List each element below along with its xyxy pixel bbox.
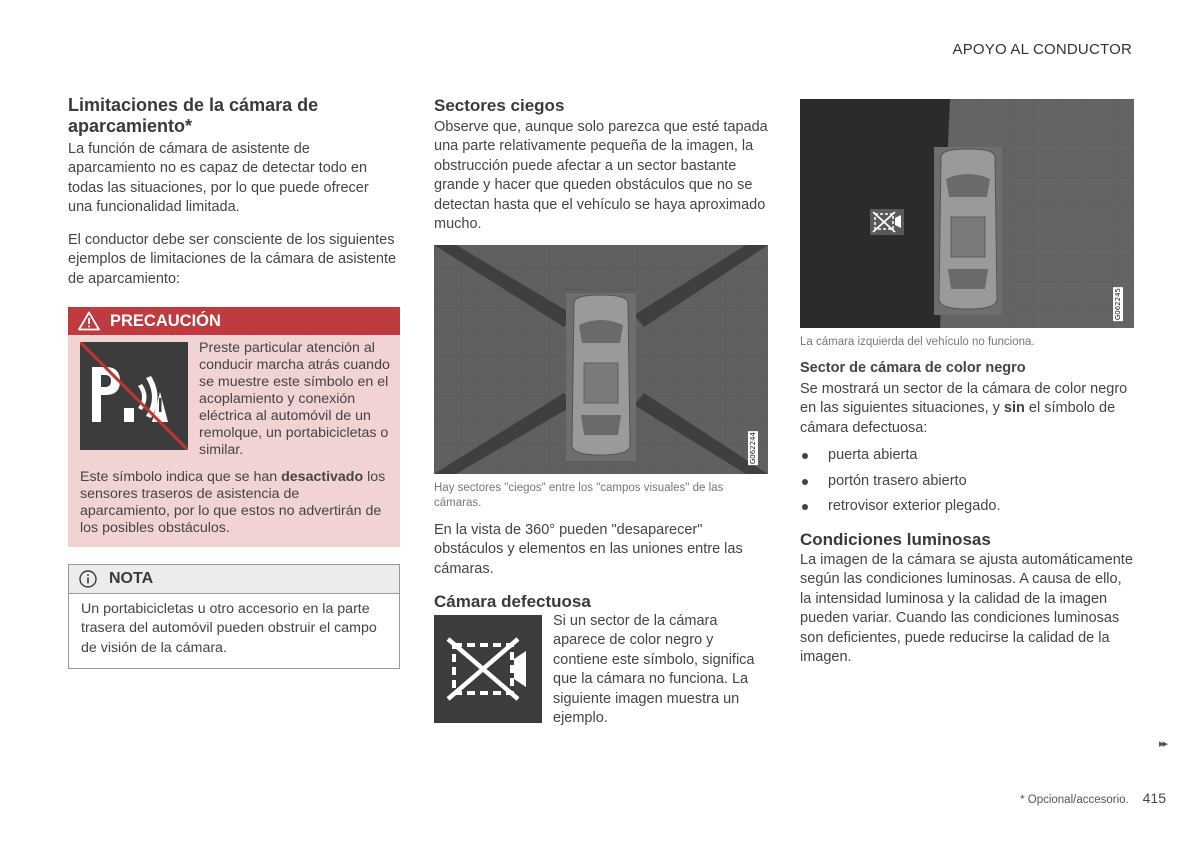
figure2-code: G062245 xyxy=(1114,288,1122,321)
black-sector-text-pre: Se mostrará un sector de la cámara de color negro en las siguientes situaciones, y xyxy=(800,381,1128,417)
blind-sectors-title: Sectores ciegos xyxy=(434,96,565,115)
left-camera-figure xyxy=(800,99,1134,328)
caution-box xyxy=(68,307,400,547)
park-sensor-disabled-icon xyxy=(80,342,188,450)
blind-sectors-figure xyxy=(434,245,768,474)
black-sector-text-post: el símbolo de cámara defectuosa: xyxy=(800,400,1116,436)
page-footer xyxy=(1020,790,1166,806)
faulty-camera-text: Si un sector de la cámara aparece de color negro y contiene este símbolo, significa que la cámara no funciona. La siguiente imagen muestra un ejemplo. xyxy=(553,613,755,727)
view360-text: En la vista de 360° pueden "desaparecer" obstáculos y elementos en las uniones entre las cámaras. xyxy=(434,522,743,577)
footnote: * Opcional/accesorio. xyxy=(1020,794,1129,806)
black-sector-list xyxy=(800,446,1132,523)
car-360-view-image xyxy=(434,245,768,474)
note-header xyxy=(69,565,399,594)
limitations-intro: La función de cámara de asistente de aparcamiento no es capaz de detectar todo en todas las situaciones, por lo que puede ofrecer una funcionalidad limitada. xyxy=(68,141,369,216)
blind-sectors-text: Observe que, aunque solo parezca que esté tapada una parte relativamente pequeña de la imagen, la obstrucción puede afectar a un sector bastante grande y hacer que queden obstáculos que no se detectan hasta que el vehículo se haya aproximado mucho. xyxy=(434,119,768,233)
section-header: APOYO AL CONDUCTOR xyxy=(952,41,1132,58)
page-number: 415 xyxy=(1142,790,1166,806)
light-conditions-text: La imagen de la cámara se ajusta automáticamente según las condiciones luminosas. A causa de ello, la intensidad luminosa y la calidad de la imagen pueden variar. Cuando las condiciones luminosas son deficientes, puede reducirse la calidad de la imagen. xyxy=(800,552,1133,666)
camera-faulty-icon xyxy=(434,615,542,723)
caution-bottom-pre: Este símbolo indica que se han xyxy=(80,469,282,485)
faulty-camera-title: Cámara defectuosa xyxy=(434,592,591,611)
limitations-title: Limitaciones de la cámara de aparcamiento* xyxy=(68,95,319,136)
caution-header xyxy=(68,307,400,335)
black-sector-text-bold: sin xyxy=(1003,400,1025,417)
info-icon xyxy=(79,570,97,588)
caution-bottom-text xyxy=(80,469,390,537)
light-conditions-title: Condiciones luminosas xyxy=(800,530,991,549)
list-item: puerta abierta xyxy=(800,446,1132,465)
caution-bottom-post: los sensores traseros de asistencia de aparcamiento, por lo que estos no advertirán de los posibles obstáculos. xyxy=(80,469,386,536)
black-sector-text xyxy=(800,380,1132,438)
note-label: NOTA xyxy=(109,570,154,587)
next-page-arrow-icon: ▸▸ xyxy=(1158,738,1166,750)
caution-side-text: Preste particular atención al conducir marcha atrás cuando se muestre este símbolo en el acoplamiento y conexión eléctrica al automóvil de un remolque, un portabicicletas o similar. xyxy=(199,340,390,458)
figure2-caption: La cámara izquierda del vehículo no funciona. xyxy=(800,336,1035,348)
caution-bottom-bold: desactivado xyxy=(281,469,364,485)
note-box xyxy=(68,564,400,669)
figure1-caption: Hay sectores "ciegos" entre los "campos visuales" de las cámaras. xyxy=(434,482,724,509)
warning-triangle-icon xyxy=(78,311,100,331)
list-item: portón trasero abierto xyxy=(800,472,1132,491)
left-camera-failed-image xyxy=(800,99,1134,328)
figure1-code: G062244 xyxy=(749,432,757,465)
caution-label: PRECAUCIÓN xyxy=(110,311,221,330)
note-text: Un portabicicletas u otro accesorio en la parte trasera del automóvil pueden obstruir el campo de visión de la cámara. xyxy=(81,601,377,656)
list-item: retrovisor exterior plegado. xyxy=(800,497,1132,516)
limitations-examples-intro: El conductor debe ser consciente de los siguientes ejemplos de limitaciones de la cámara de asistente de aparcamiento: xyxy=(68,232,397,287)
black-sector-title: Sector de cámara de color negro xyxy=(800,360,1026,376)
